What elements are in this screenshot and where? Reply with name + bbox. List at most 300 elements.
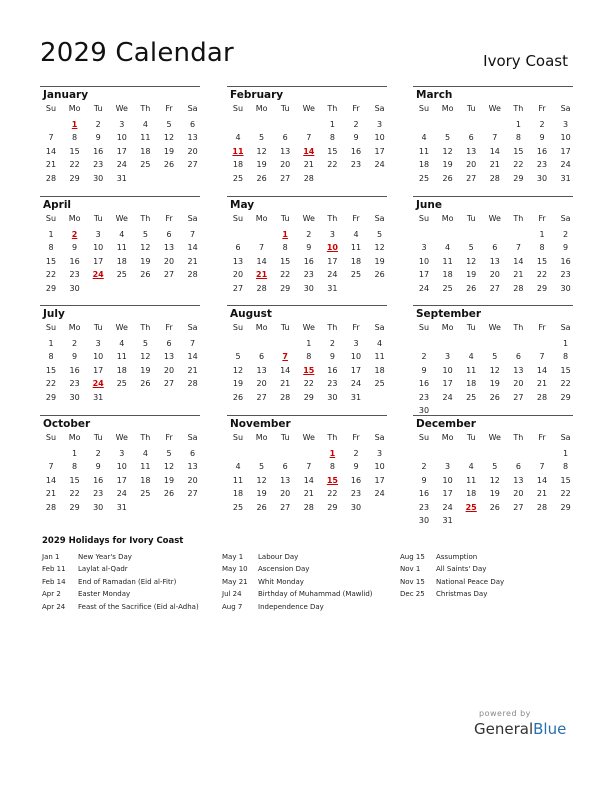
calendar-day: 6 <box>515 462 521 472</box>
calendar-day: 18 <box>418 160 430 170</box>
calendar-day: 8 <box>563 352 569 362</box>
calendar-day: 31 <box>116 173 127 183</box>
calendar-day: 1 <box>563 339 569 348</box>
calendar-day: 25 <box>466 392 477 402</box>
calendar-day: 25 <box>140 489 151 499</box>
calendar-day: 7 <box>515 243 521 253</box>
calendar-day: 27 <box>513 392 524 402</box>
calendar-day: 10 <box>374 462 385 472</box>
month-divider <box>413 86 573 87</box>
weekday-header-row <box>413 212 573 226</box>
calendar-day: 8 <box>72 462 78 472</box>
month-divider <box>40 196 200 197</box>
calendar-day: 12 <box>489 475 500 485</box>
calendar-day: 18 <box>350 256 362 266</box>
calendar-day: 17 <box>560 146 571 156</box>
calendar-day: 13 <box>489 256 500 266</box>
calendar-day: 1 <box>48 230 54 239</box>
month-divider <box>413 196 573 197</box>
calendar-day: 8 <box>329 462 335 472</box>
calendar-day: 30 <box>418 406 430 415</box>
calendar-day: 19 <box>466 270 477 280</box>
calendar-day: 19 <box>232 379 244 389</box>
calendar-day: 10 <box>374 133 385 143</box>
calendar-day: 24 <box>116 489 127 499</box>
calendar-day: 27 <box>256 392 267 402</box>
calendar-day: 17 <box>350 365 362 375</box>
calendar-day: 7 <box>190 230 196 239</box>
calendar-day: 5 <box>142 230 148 239</box>
weekday-label: Fr <box>165 323 173 332</box>
weekday-label: Th <box>513 323 524 332</box>
calendar-day: 28 <box>45 173 57 183</box>
calendar-day: 1 <box>329 120 335 129</box>
calendar-day: 25 <box>374 379 385 389</box>
calendar-day: 9 <box>539 133 545 143</box>
weekday-label: Sa <box>374 214 385 223</box>
calendar-day: 1 <box>515 120 521 129</box>
calendar-day: 10 <box>442 365 453 375</box>
weekday-label: Tu <box>93 323 103 332</box>
calendar-day: 4 <box>235 462 241 472</box>
weekday-label: Th <box>140 433 151 442</box>
calendar-day: 14 <box>45 475 57 485</box>
weekday-label: Fr <box>352 104 360 113</box>
weekday-label: We <box>302 433 315 442</box>
calendar-day: 11 <box>418 146 430 156</box>
weekday-label: Tu <box>466 433 476 442</box>
month-name: June <box>416 199 442 211</box>
weekday-label: Mo <box>441 323 454 332</box>
holiday-date: 2 <box>71 230 78 239</box>
weekday-label: We <box>302 104 315 113</box>
calendar-day: 22 <box>69 160 80 170</box>
calendar-day: 26 <box>256 173 267 183</box>
calendar-day: 21 <box>513 270 524 280</box>
calendar-day: 23 <box>350 160 362 170</box>
calendar-day: 21 <box>303 160 314 170</box>
weekday-header-row <box>40 102 200 116</box>
calendar-day: 2 <box>95 120 101 129</box>
calendar-day: 24 <box>350 379 362 389</box>
calendar-day: 27 <box>280 173 291 183</box>
calendar-day: 22 <box>45 379 57 389</box>
calendar-day: 3 <box>95 339 101 348</box>
calendar-day: 21 <box>45 489 57 499</box>
weekday-label: We <box>488 433 501 442</box>
weekday-label: Mo <box>255 323 268 332</box>
weekday-label: Mo <box>255 433 268 442</box>
calendar-day: 29 <box>303 392 314 402</box>
calendar-day: 15 <box>536 256 548 266</box>
calendar-day: 2 <box>353 449 359 458</box>
calendar-day: 29 <box>536 283 548 293</box>
calendar-day: 17 <box>374 475 385 485</box>
calendar-day: 3 <box>563 120 569 129</box>
calendar-day: 7 <box>539 462 545 472</box>
calendar-day: 7 <box>48 133 54 143</box>
calendar-day: 9 <box>95 462 101 472</box>
calendar-day: 13 <box>466 146 477 156</box>
calendar-day: 21 <box>536 379 548 389</box>
weekday-label: Th <box>513 214 524 223</box>
calendar-day: 11 <box>116 243 127 253</box>
weekday-label: Su <box>418 104 430 113</box>
holiday-date-label: Aug 7 <box>222 602 243 611</box>
weekday-label: We <box>115 214 128 223</box>
calendar-day: 20 <box>513 379 524 389</box>
weekday-label: Mo <box>441 214 454 223</box>
calendar-day: 26 <box>256 502 267 512</box>
calendar-day: 2 <box>563 230 569 239</box>
calendar-day: 30 <box>327 392 338 402</box>
calendar-day: 19 <box>256 160 267 170</box>
weekday-label: Fr <box>165 433 173 442</box>
calendar-day: 14 <box>303 475 314 485</box>
calendar-day: 8 <box>515 133 521 143</box>
calendar-day: 18 <box>116 365 127 375</box>
calendar-day: 29 <box>327 502 338 512</box>
calendar-day: 17 <box>327 256 338 266</box>
weekday-label: Mo <box>255 104 268 113</box>
weekday-label: Th <box>140 104 151 113</box>
calendar-day: 25 <box>418 173 430 183</box>
calendar-day: 3 <box>119 120 125 129</box>
weekday-label: Sa <box>374 433 385 442</box>
calendar-day: 30 <box>69 392 80 402</box>
calendar-day: 20 <box>187 146 198 156</box>
calendar-day: 15 <box>560 475 571 485</box>
calendar-day: 18 <box>466 489 477 499</box>
calendar-day: 31 <box>442 516 453 525</box>
calendar-day: 17 <box>93 365 104 375</box>
calendar-day: 15 <box>280 256 291 266</box>
weekday-label: Mo <box>441 433 454 442</box>
calendar-day: 4 <box>119 230 125 239</box>
generalblue-logo[interactable] <box>474 720 566 738</box>
calendar-day: 17 <box>418 270 430 280</box>
calendar-day: 29 <box>69 173 80 183</box>
calendar-day: 22 <box>303 379 314 389</box>
weekday-header-row <box>227 212 387 226</box>
calendar-day: 27 <box>489 283 500 293</box>
calendar-day: 7 <box>190 339 196 348</box>
calendar-day: 15 <box>45 256 57 266</box>
holiday-date: 21 <box>256 270 268 280</box>
calendar-day: 28 <box>187 270 198 280</box>
calendar-day: 31 <box>327 283 338 293</box>
calendar-day: 8 <box>329 133 335 143</box>
calendar-day: 26 <box>489 502 500 512</box>
calendar-day: 17 <box>116 475 127 485</box>
weekday-label: Tu <box>280 323 290 332</box>
calendar-day: 9 <box>563 243 569 253</box>
calendar-day: 27 <box>466 173 477 183</box>
weekday-label: Su <box>45 104 57 113</box>
calendar-day: 12 <box>442 146 453 156</box>
holiday-date-label: Dec 25 <box>400 590 425 599</box>
holiday-name: Christmas Day <box>436 590 488 599</box>
holiday-date-label: Aug 15 <box>400 553 425 561</box>
weekday-label: Th <box>327 323 338 332</box>
calendar-day: 13 <box>256 365 267 375</box>
weekday-label: Fr <box>165 104 173 113</box>
calendar-day: 9 <box>72 243 78 253</box>
calendar-day: 27 <box>187 160 198 170</box>
weekday-label: Sa <box>560 104 571 113</box>
weekday-label: Mo <box>68 323 81 332</box>
calendar-day: 16 <box>350 146 362 156</box>
calendar-day: 8 <box>72 133 78 143</box>
calendar-day: 8 <box>48 243 54 253</box>
calendar-day: 23 <box>303 270 314 280</box>
calendar-day: 2 <box>421 352 427 362</box>
calendar-day: 28 <box>536 392 548 402</box>
calendar-day: 10 <box>93 243 104 253</box>
calendar-day: 14 <box>45 146 57 156</box>
weekday-label: Th <box>140 214 151 223</box>
weekday-label: Su <box>418 433 430 442</box>
calendar-day: 1 <box>72 449 78 458</box>
calendar-day: 10 <box>93 352 104 362</box>
month-name: March <box>416 89 453 101</box>
holiday-name: Whit Monday <box>258 577 304 586</box>
calendar-day: 20 <box>256 379 267 389</box>
holiday-date: 7 <box>282 352 288 362</box>
weekday-header-row <box>227 321 387 335</box>
calendar-day: 2 <box>539 120 545 129</box>
calendar-day: 30 <box>93 502 104 512</box>
weekday-label: Su <box>45 433 57 442</box>
calendar-day: 23 <box>560 270 571 280</box>
calendar-day: 28 <box>256 283 267 293</box>
calendar-day: 12 <box>256 146 267 156</box>
calendar-day: 27 <box>280 502 291 512</box>
weekday-header-row <box>40 212 200 226</box>
calendar-day: 25 <box>116 379 127 389</box>
weekday-label: Tu <box>466 214 476 223</box>
calendar-day: 30 <box>418 516 430 525</box>
calendar-day: 23 <box>69 270 80 280</box>
calendar-day: 5 <box>492 462 498 472</box>
calendar-day: 16 <box>536 146 548 156</box>
calendar-day: 5 <box>377 230 383 239</box>
calendar-day: 20 <box>163 256 175 266</box>
holiday-name: Assumption <box>436 553 478 561</box>
calendar-day: 16 <box>560 256 571 266</box>
weekday-label: Fr <box>538 433 546 442</box>
calendar-day: 30 <box>536 173 548 183</box>
month-divider <box>227 415 387 416</box>
calendar-day: 30 <box>560 283 571 293</box>
calendar-day: 3 <box>445 462 451 472</box>
calendar-day: 23 <box>69 379 80 389</box>
weekday-label: Tu <box>280 433 290 442</box>
holiday-date: 24 <box>92 379 104 389</box>
calendar-day: 14 <box>256 256 267 266</box>
calendar-day: 20 <box>513 489 524 499</box>
calendar-day: 24 <box>560 160 571 170</box>
calendar-day: 28 <box>303 173 314 183</box>
holiday-date: 25 <box>465 502 477 512</box>
weekday-label: Th <box>140 323 151 332</box>
calendar-day: 11 <box>116 352 127 362</box>
holiday-date: 15 <box>303 365 315 375</box>
weekday-label: Sa <box>560 433 571 442</box>
calendar-day: 20 <box>280 160 291 170</box>
calendar-day: 19 <box>140 365 151 375</box>
calendar-day: 21 <box>489 160 500 170</box>
calendar-day: 25 <box>232 173 244 183</box>
calendar-day: 25 <box>350 270 362 280</box>
holiday-name: Easter Monday <box>78 590 131 599</box>
calendar-day: 31 <box>560 173 571 183</box>
weekday-label: We <box>302 214 315 223</box>
calendar-day: 12 <box>232 365 244 375</box>
weekday-label: We <box>115 433 128 442</box>
calendar-day: 5 <box>142 339 148 348</box>
calendar-day: 29 <box>69 502 80 512</box>
calendar-day: 6 <box>468 133 474 143</box>
weekday-label: We <box>488 323 501 332</box>
calendar-day: 22 <box>536 270 548 280</box>
calendar-day: 1 <box>539 230 545 239</box>
calendar-day: 4 <box>377 339 383 348</box>
holiday-date-label: Jul 24 <box>222 590 242 599</box>
calendar-day: 3 <box>353 339 359 348</box>
holiday-date: 11 <box>232 146 244 156</box>
holiday-date: 1 <box>282 230 288 239</box>
calendar-day: 24 <box>442 392 453 402</box>
calendar-day: 30 <box>303 283 314 293</box>
weekday-label: Mo <box>68 104 81 113</box>
calendar-day: 14 <box>280 365 291 375</box>
calendar-day: 15 <box>69 146 80 156</box>
calendar-day: 16 <box>69 365 80 375</box>
calendar-day: 21 <box>280 379 291 389</box>
calendar-day: 12 <box>163 462 175 472</box>
month-divider <box>413 305 573 306</box>
calendar-day: 4 <box>468 352 474 362</box>
calendar-day: 7 <box>306 133 312 143</box>
calendar-day: 20 <box>232 270 244 280</box>
calendar-day: 17 <box>442 379 453 389</box>
calendar-day: 6 <box>515 352 521 362</box>
calendar-day: 11 <box>466 365 477 375</box>
calendar-day: 31 <box>93 392 104 402</box>
calendar-day: 25 <box>116 270 127 280</box>
calendar-day: 24 <box>418 283 430 293</box>
calendar-day: 14 <box>536 365 548 375</box>
weekday-label: Sa <box>187 323 198 332</box>
calendar-day: 10 <box>418 256 430 266</box>
calendar-day: 26 <box>163 489 175 499</box>
calendar-day: 1 <box>563 449 569 458</box>
weekday-label: Sa <box>187 433 198 442</box>
holiday-name: Ascension Day <box>258 565 310 574</box>
calendar-day: 29 <box>45 392 57 402</box>
calendar-day: 16 <box>93 146 104 156</box>
calendar-day: 22 <box>327 489 338 499</box>
weekday-label: We <box>488 214 501 223</box>
calendar-day: 21 <box>187 256 198 266</box>
calendar-day: 18 <box>466 379 477 389</box>
holiday-date: 1 <box>71 120 78 129</box>
calendar-day: 23 <box>327 379 338 389</box>
calendar-day: 13 <box>232 256 244 266</box>
calendar-day: 22 <box>327 160 338 170</box>
calendar-day: 4 <box>468 462 474 472</box>
calendar-day: 30 <box>69 283 80 293</box>
weekday-label: Fr <box>352 323 360 332</box>
calendar-day: 2 <box>353 120 359 129</box>
calendar-day: 19 <box>163 475 175 485</box>
holiday-date: 1 <box>329 449 336 458</box>
holiday-date: 15 <box>326 475 338 485</box>
calendar-day: 4 <box>235 133 241 143</box>
calendar-day: 11 <box>466 475 477 485</box>
holiday-name: End of Ramadan (Eid al-Fitr) <box>78 577 177 586</box>
calendar-day: 28 <box>489 173 500 183</box>
calendar-day: 16 <box>69 256 80 266</box>
calendar-day: 26 <box>140 270 151 280</box>
calendar-day: 8 <box>539 243 545 253</box>
weekday-label: Su <box>418 323 430 332</box>
calendar-day: 22 <box>560 489 571 499</box>
calendar-day: 29 <box>280 283 291 293</box>
calendar-day: 14 <box>513 256 524 266</box>
weekday-label: Tu <box>280 104 290 113</box>
weekday-header-row <box>227 102 387 116</box>
weekday-label: Tu <box>280 214 290 223</box>
calendar-day: 31 <box>350 392 362 402</box>
calendar-day: 28 <box>187 379 198 389</box>
weekday-label: Sa <box>560 214 571 223</box>
calendar-day: 4 <box>142 120 148 129</box>
calendar-day: 11 <box>374 352 385 362</box>
weekday-label: Fr <box>165 214 173 223</box>
country-name: Ivory Coast <box>483 52 568 70</box>
calendar-day: 29 <box>560 392 571 402</box>
weekday-header-row <box>40 431 200 445</box>
calendar-day: 3 <box>95 230 101 239</box>
calendar-day: 5 <box>166 449 172 458</box>
month-name: October <box>43 418 91 430</box>
calendar-day: 15 <box>560 365 571 375</box>
month-divider <box>413 415 573 416</box>
calendar-day: 21 <box>303 489 314 499</box>
calendar-day: 17 <box>442 489 453 499</box>
calendar-day: 19 <box>374 256 385 266</box>
weekday-label: Sa <box>187 214 198 223</box>
weekday-label: Su <box>232 323 244 332</box>
holidays-title: 2029 Holidays for Ivory Coast <box>42 536 184 546</box>
calendar-day: 18 <box>442 270 453 280</box>
month-name: April <box>43 199 72 211</box>
calendar-day: 25 <box>140 160 151 170</box>
calendar-day: 28 <box>280 392 291 402</box>
calendar-day: 8 <box>48 352 54 362</box>
weekday-label: Th <box>327 433 338 442</box>
weekday-label: Fr <box>538 214 546 223</box>
weekday-label: Tu <box>466 104 476 113</box>
calendar-day: 9 <box>95 133 101 143</box>
calendar-day: 11 <box>442 256 453 266</box>
calendar-day: 22 <box>69 489 80 499</box>
calendar-day: 5 <box>166 120 172 129</box>
calendar-day: 13 <box>163 352 175 362</box>
calendar-day: 29 <box>45 283 57 293</box>
